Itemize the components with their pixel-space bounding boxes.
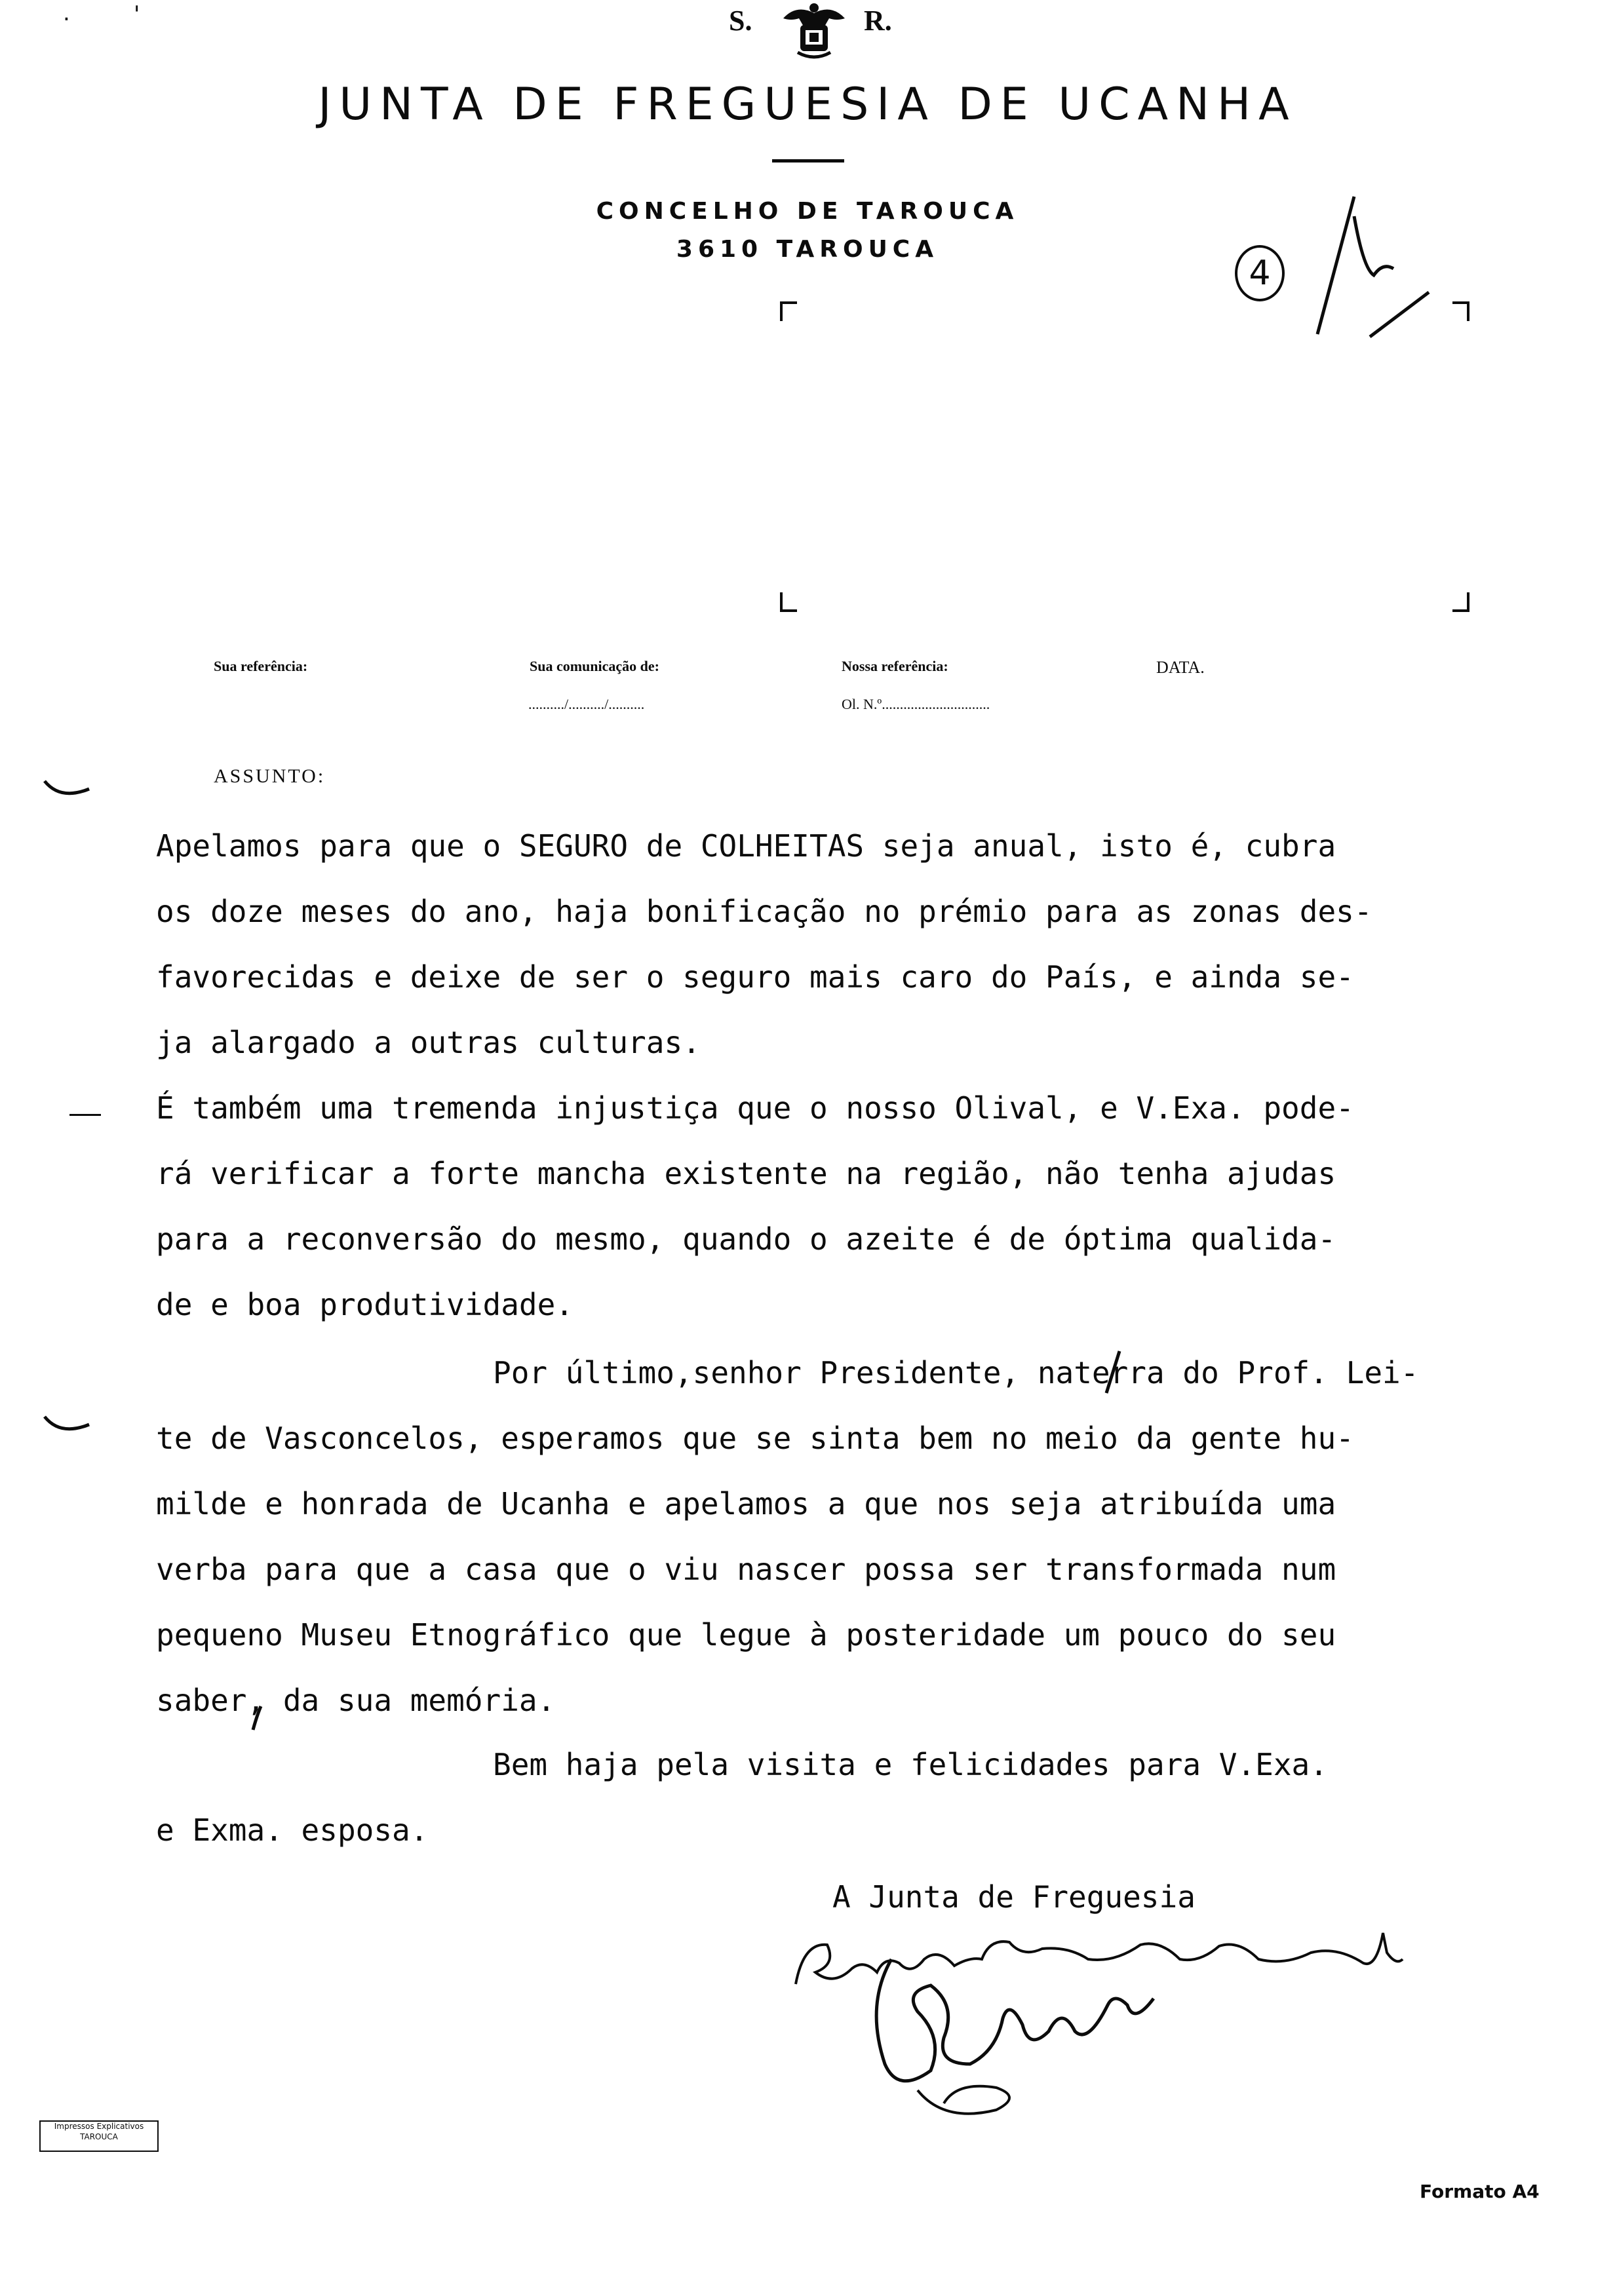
coat-of-arms-icon: [778, 1, 850, 62]
body-line: de e boa produtividade.: [156, 1287, 574, 1322]
stray-mark: .: [63, 0, 70, 26]
body-line: Bem haja pela visita e felicidades para V.Exa.: [493, 1747, 1328, 1782]
address-corner-top-right: [1452, 301, 1469, 321]
title-rule: [772, 159, 844, 163]
body-line: te de Vasconcelos, esperamos que se sinta bem no meio da gente hu-: [156, 1421, 1354, 1456]
data-label: DATA.: [1156, 658, 1205, 677]
letterhead-r: R.: [864, 5, 892, 37]
assunto-label: ASSUNTO:: [214, 765, 326, 787]
annotation-number: 4: [1249, 254, 1271, 293]
council-name: CONCELHO DE TAROUCA: [596, 198, 1019, 225]
body-line: É também uma tremenda injustiça que o nosso Olival, e V.Exa. pode-: [156, 1090, 1354, 1126]
body-line: pequeno Museu Etnográfico que legue à posteridade um pouco do seu: [156, 1617, 1336, 1653]
body-line: rá verificar a forte mancha existente na região, não tenha ajudas: [156, 1156, 1336, 1191]
sua-comunicacao-blank: ........../........../..........: [528, 696, 645, 712]
body-line: os doze meses do ano, haja bonificação no prémio para as zonas des-: [156, 894, 1372, 929]
address-corner-bottom-left: [780, 592, 797, 612]
punch-mark-icon: [41, 1414, 93, 1438]
punch-mark-icon: [41, 778, 93, 802]
address-corner-bottom-right: [1452, 592, 1469, 612]
initial-stroke: [1370, 292, 1429, 337]
circled-annotation: [1235, 245, 1285, 301]
body-line: verba para que a casa que o viu nascer possa ser transformada num: [156, 1552, 1336, 1587]
fold-mark: [69, 1114, 101, 1116]
body-line: milde e honrada de Ucanha e apelamos a que nos seja atribuída uma: [156, 1486, 1336, 1521]
paper-format: Formato A4: [1420, 2181, 1540, 2202]
closing-line: A Junta de Freguesia: [832, 1879, 1196, 1915]
sua-referencia-label: Sua referência:: [214, 658, 308, 674]
letterhead-title: JUNTA DE FREGUESIA DE UCANHA: [318, 79, 1297, 130]
address-corner-top-left: [780, 301, 797, 321]
printer-town: TAROUCA: [80, 2132, 118, 2141]
printer-name: Impressos Explicativos: [54, 2122, 144, 2131]
signature-stroke: [796, 1933, 1403, 1984]
stray-mark: ': [134, 1, 140, 28]
nossa-referencia-label: Nossa referência:: [842, 658, 948, 674]
body-line: favorecidas e deixe de ser o seguro mais caro do País, e ainda se-: [156, 959, 1354, 995]
body-line: Por último,senhor Presidente, naterra do Prof. Lei-: [493, 1355, 1419, 1390]
body-line: para a reconversão do mesmo, quando o azeite é de óptima qualida-: [156, 1221, 1336, 1257]
body-line: saber, da sua memória.: [156, 1683, 556, 1718]
body-line: e Exma. esposa.: [156, 1812, 429, 1848]
postal-address: 3610 TAROUCA: [676, 236, 939, 263]
printer-stamp: [39, 2120, 159, 2152]
nossa-referencia-blank: Ol. N.º..............................: [842, 696, 990, 712]
letterhead-s: S.: [729, 5, 752, 37]
body-line: Apelamos para que o SEGURO de COLHEITAS seja anual, isto é, cubra: [156, 828, 1336, 864]
signature-stroke: [918, 2086, 1009, 2114]
signature-stroke: [876, 1959, 1154, 2081]
body-line: ja alargado a outras culturas.: [156, 1025, 701, 1060]
sua-comunicacao-label: Sua comunicação de:: [530, 658, 659, 674]
